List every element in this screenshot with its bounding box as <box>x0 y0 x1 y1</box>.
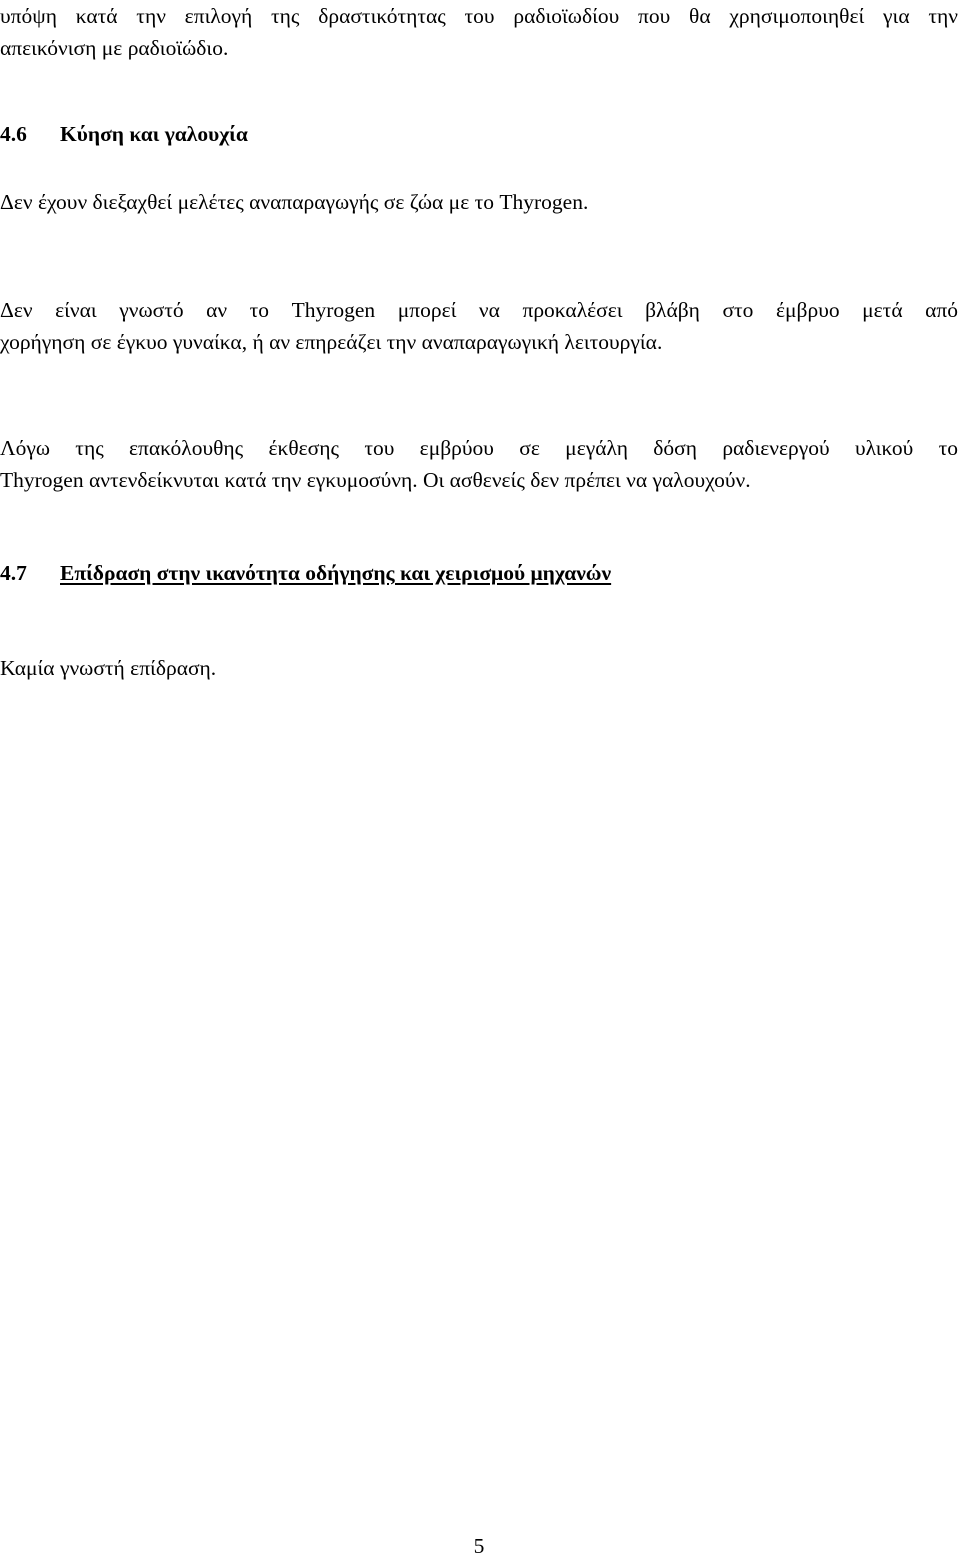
section-title: Επίδραση στην ικανότητα οδήγησης και χειρισμού μηχανών <box>60 561 612 585</box>
pregnancy-paragraph-2 <box>0 294 958 358</box>
intro-line-1: υπόψη κατά την επιλογή της δραστικότητας του ραδιοϊωδίου που θα χρησιμοποιηθεί για την <box>0 4 958 28</box>
section-heading-4-7 <box>0 557 611 589</box>
paragraph-line-2: Thyrogen αντενδείκνυται κατά την εγκυμοσύνη. Οι ασθενείς δεν πρέπει να γαλουχούν. <box>0 468 751 492</box>
pregnancy-paragraph-1 <box>0 186 958 218</box>
section-number: 4.6 <box>0 122 27 146</box>
pregnancy-paragraph-3 <box>0 432 958 496</box>
paragraph-line-2: χορήγηση σε έγκυο γυναίκα, ή αν επηρεάζει την αναπαραγωγική λειτουργία. <box>0 330 663 354</box>
page-number: 5 <box>473 1534 485 1558</box>
intro-paragraph <box>0 0 958 64</box>
paragraph-text: Δεν έχουν διεξαχθεί μελέτες αναπαραγωγής σε ζώα με το Thyrogen. <box>0 190 589 214</box>
paragraph-text: Καμία γνωστή επίδραση. <box>0 656 217 680</box>
section-title: Κύηση και γαλουχία <box>60 122 248 146</box>
paragraph-line-1: Δεν είναι γνωστό αν το Thyrogen μπορεί να προκαλέσει βλάβη στο έμβρυο μετά από <box>0 298 958 322</box>
driving-paragraph <box>0 652 958 684</box>
section-number: 4.7 <box>0 561 27 585</box>
paragraph-line-1: Λόγω της επακόλουθης έκθεσης του εμβρύου σε μεγάλη δόση ραδιενεργού υλικού το <box>0 436 958 460</box>
section-heading-4-6 <box>0 118 248 150</box>
intro-line-2: απεικόνιση με ραδιοϊώδιο. <box>0 36 229 60</box>
